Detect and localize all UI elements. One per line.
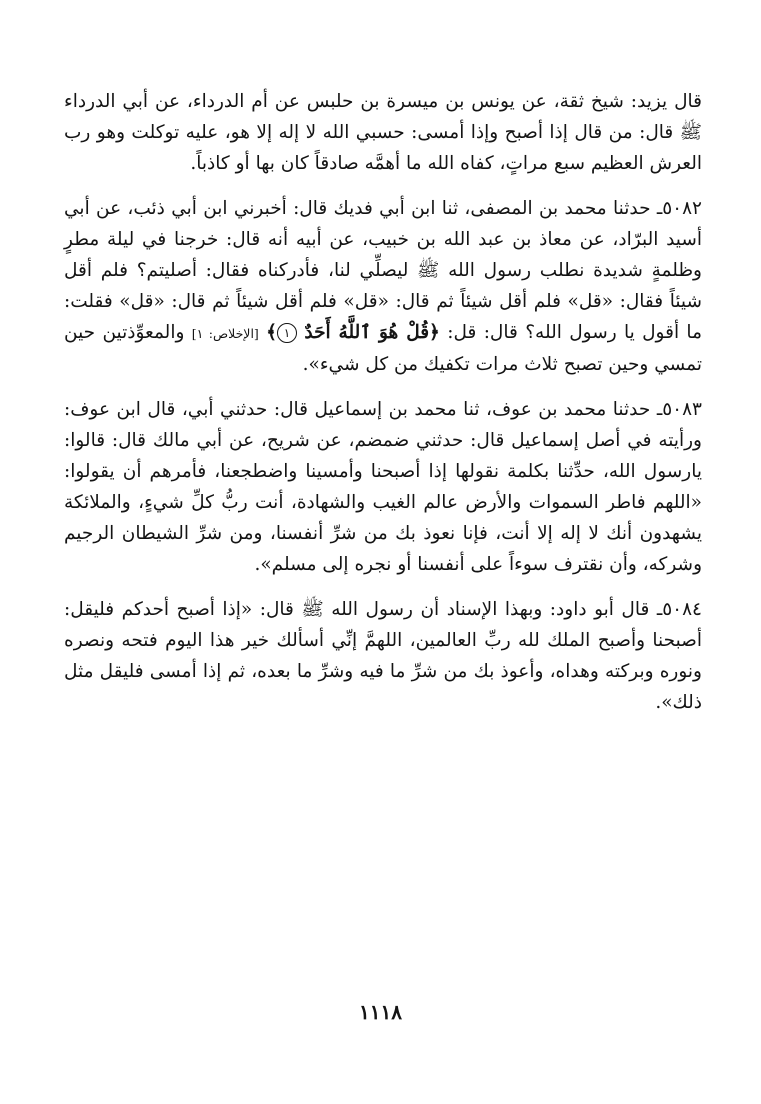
hadith-5084	[64, 594, 702, 718]
page-number: ١١١٨	[359, 1000, 402, 1024]
paragraph-text: حدثنا محمد بن عوف، ثنا محمد بن إسماعيل قال: حدثني أبي، قال ابن عوف: ورأيته في أصل إسماعيل قال: حدثني ضمضم، عن شريح، عن أبي مالك قال: قالوا: يارسول الله، حدِّثنا بكلمة نقولها إذا أصبحنا وأمسينا واضطجعنا، فأمرهم أن يقولوا: «اللهم فاطر السموات والأرض عالم الغيب والشهادة، أنت ربُّ كلِّ شيءٍ، والملائكة يشهدون أنك لا إله إلا أنت، فإنا نعوذ بك من شرِّ أنفسنا، ومن شرِّ الشيطان الرجيم وشركه، وأن نقترف سوءاً على أنفسنا أو نجره إلى مسلم».	[64, 399, 702, 575]
surah-reference: [الإخلاص: ١]	[191, 326, 259, 341]
hadith-5083	[64, 394, 702, 580]
hadith-number: ٥٠٨٤ـ	[656, 599, 702, 620]
ayah-number-icon: ١	[277, 323, 297, 343]
hadith-number: ٥٠٨٣ـ	[656, 399, 702, 420]
quran-verse-close: ﴾	[266, 322, 277, 343]
hadith-number: ٥٠٨٢ـ	[656, 198, 702, 219]
page-body	[64, 86, 702, 732]
paragraph-text: حدثنا محمد بن المصفى، ثنا ابن أبي فديك قال: أخبرني ابن أبي ذئب، عن أبي أسيد البرّاد، عن معاذ بن عبد الله بن خبيب، عن أبيه أنه قال: خرجنا في ليلة مطرٍ وظلمةٍ شديدة نطلب رسول الله ﷺ ليصلِّي لنا، فأدركناه فقال: أصليتم؟ فلم أقل شيئاً فقال: «قل» فلم أقل شيئاً ثم قال: «قل» فلم أقل شيئاً ثم قال: «قل» فقلت: ما أقول يا رسول الله؟ قال: قل:	[64, 198, 702, 343]
hadith-paragraph-1	[64, 86, 702, 179]
hadith-5082	[64, 193, 702, 380]
quran-verse: ﴿قُلْ هُوَ ٱللَّهُ أَحَدٌ	[304, 322, 440, 343]
paragraph-text: قال أبو داود: وبهذا الإسناد أن رسول الله ﷺ قال: «إذا أصبح أحدكم فليقل: أصبحنا وأصبح الملك لله ربِّ العالمين، اللهمَّ إنِّي أسألك خير هذا اليوم فتحه ونصره ونوره وبركته وهداه، وأعوذ بك من شرِّ ما فيه وشرِّ ما بعده، ثم إذا أمسى فليقل مثل ذلك».	[64, 599, 702, 713]
paragraph-text-after: والمعوِّذتين حين تمسي وحين تصبح ثلاث مرات تكفيك من كل شيء».	[64, 322, 702, 375]
paragraph-text: قال يزيد: شيخ ثقة، عن يونس بن ميسرة بن حلبس عن أم الدرداء، عن أبي الدرداء ﷺ قال: من قال إذا أصبح وإذا أمسى: حسبي الله لا إله إلا هو، عليه توكلت وهو رب العرش العظيم سبع مراتٍ، كفاه الله ما أهمَّه صادقاً كان بها أو كاذباً.	[64, 91, 702, 174]
